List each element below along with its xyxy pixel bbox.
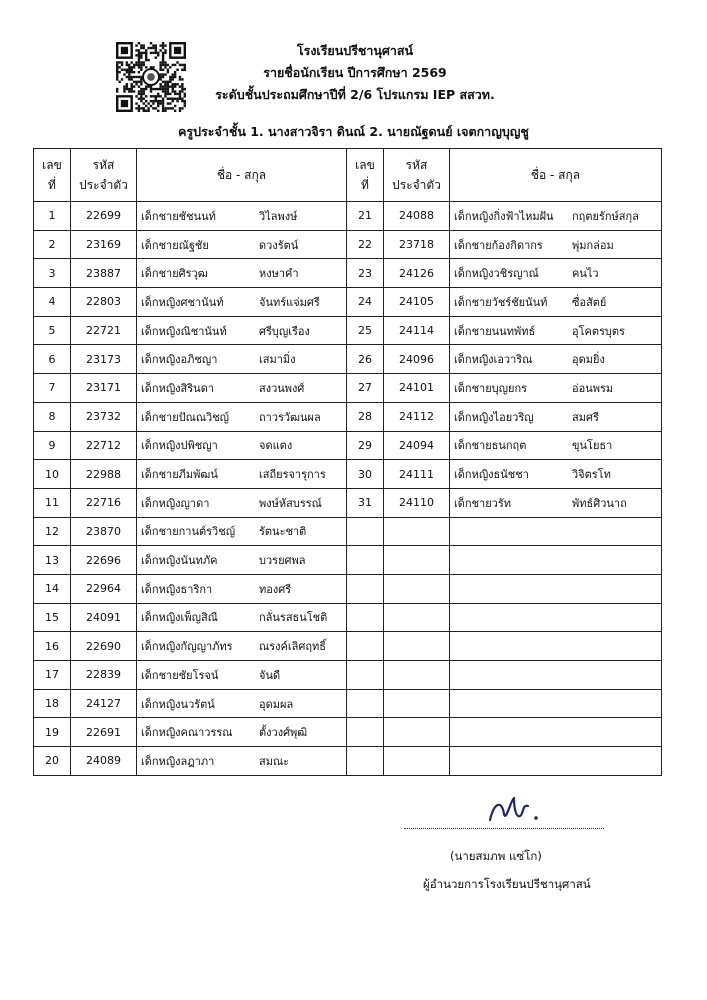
header-student-id: รหัส ประจำตัว [71, 149, 137, 202]
student-number: 31 [347, 488, 384, 517]
student-surname: อุดมผล [259, 697, 294, 711]
student-surname: จันดี [259, 668, 281, 682]
student-full-name [450, 288, 662, 317]
student-surname: อุโคตรบุตร [572, 324, 625, 338]
student-full-name [137, 259, 347, 288]
student-number: 19 [34, 718, 71, 747]
student-number: 13 [34, 546, 71, 575]
table-body [34, 202, 662, 776]
student-full-name [137, 574, 347, 603]
student-full-name [137, 230, 347, 259]
student-surname: หงษาคำ [259, 267, 299, 281]
student-id: 23718 [384, 230, 450, 259]
student-surname: วิไลพงษ์ [259, 209, 298, 223]
student-first-name: เด็กชายชัชนนท์ [141, 209, 216, 223]
student-surname: รัตนะชาติ [259, 525, 307, 539]
student-id [384, 661, 450, 690]
student-first-name: เด็กหญิงศชานันท์ [141, 295, 224, 309]
table-row [34, 402, 662, 431]
header-full-name: ชื่อ - สกุล [137, 149, 347, 202]
student-number: 22 [347, 230, 384, 259]
student-id: 24088 [384, 202, 450, 231]
student-id: 24105 [384, 288, 450, 317]
student-id: 23870 [71, 517, 137, 546]
class-level: ระดับชั้นประถมศึกษาปีที่ 2/6 โปรแกรม IEP สสวท. [215, 87, 495, 102]
student-surname: ณรงค์เลิศฤทธิ์ [259, 640, 326, 654]
student-id: 22690 [71, 632, 137, 661]
student-id: 22988 [71, 460, 137, 489]
student-first-name: เด็กหญิงธนัชชา [454, 468, 529, 482]
student-number: 27 [347, 374, 384, 403]
student-surname: สงวนพงศ์ [259, 381, 305, 395]
student-number [347, 632, 384, 661]
student-number: 21 [347, 202, 384, 231]
student-id: 24114 [384, 316, 450, 345]
student-surname: พุ่มกล่อม [572, 238, 614, 252]
student-first-name: เด็กหญิงไอยวริญ [454, 410, 534, 424]
student-first-name: เด็กชายวรัท [454, 496, 511, 510]
student-surname: กลั่นรสธนโชติ [259, 611, 328, 625]
student-full-name [137, 603, 347, 632]
student-first-name: เด็กหญิงคณาวรรณ [141, 726, 233, 740]
student-id: 24111 [384, 460, 450, 489]
student-surname: พัทธ์ศิวนาถ [572, 496, 627, 510]
student-number: 12 [34, 517, 71, 546]
student-id: 22964 [71, 574, 137, 603]
student-number [347, 546, 384, 575]
student-first-name: เด็กหญิงอภิชญา [141, 353, 218, 367]
student-number: 25 [347, 316, 384, 345]
student-id: 22696 [71, 546, 137, 575]
student-number [347, 574, 384, 603]
student-number: 10 [34, 460, 71, 489]
student-surname: อุดมยิ่ง [572, 353, 605, 367]
student-first-name: เด็กชายนนทพัทธ์ [454, 324, 536, 338]
signature-line [404, 828, 604, 829]
student-number [347, 718, 384, 747]
student-id: 24112 [384, 402, 450, 431]
student-id: 23169 [71, 230, 137, 259]
student-id: 24110 [384, 488, 450, 517]
table-row [34, 546, 662, 575]
student-full-name [450, 316, 662, 345]
student-full-name [137, 517, 347, 546]
student-first-name: เด็กหญิงลฎาภา [141, 754, 215, 768]
student-id [384, 574, 450, 603]
table-row [34, 202, 662, 231]
student-full-name [137, 202, 347, 231]
student-id: 23171 [71, 374, 137, 403]
student-full-name [450, 202, 662, 231]
director-name: (นายสมภพ แซ่โก) [450, 849, 542, 863]
student-id [384, 546, 450, 575]
student-full-name [137, 488, 347, 517]
student-id: 22803 [71, 288, 137, 317]
student-full-name [137, 402, 347, 431]
student-number: 2 [34, 230, 71, 259]
student-id: 22721 [71, 316, 137, 345]
table-row [34, 288, 662, 317]
student-full-name [137, 316, 347, 345]
table-row [34, 345, 662, 374]
student-first-name: เด็กชายชัยโรจน์ [141, 668, 219, 682]
student-full-name [450, 661, 662, 690]
student-number [347, 747, 384, 776]
student-full-name [450, 259, 662, 288]
student-surname: สมณะ [259, 754, 290, 768]
student-surname: บวรยศพล [259, 554, 306, 568]
student-full-name [450, 574, 662, 603]
student-first-name: เด็กชายวัชร์ชัยนันท์ [454, 295, 548, 309]
student-id: 23732 [71, 402, 137, 431]
student-surname: ซื่อสัตย์ [572, 295, 607, 309]
student-number: 18 [34, 689, 71, 718]
student-number [347, 661, 384, 690]
student-id: 22716 [71, 488, 137, 517]
student-id: 22839 [71, 661, 137, 690]
student-id [384, 747, 450, 776]
table-row [34, 488, 662, 517]
student-first-name: เด็กหญิงเอวาริณ [454, 353, 533, 367]
student-first-name: เด็กหญิงนวรัตน์ [141, 697, 215, 711]
header-student-id: รหัส ประจำตัว [384, 149, 450, 202]
student-full-name [450, 517, 662, 546]
student-id: 24126 [384, 259, 450, 288]
student-full-name [137, 689, 347, 718]
student-number: 3 [34, 259, 71, 288]
student-surname: ตั้งวงศ์พุฒิ [259, 726, 308, 740]
student-full-name [450, 460, 662, 489]
header-number: เลข ที่ [34, 149, 71, 202]
student-number: 23 [347, 259, 384, 288]
student-full-name [137, 747, 347, 776]
student-id: 22699 [71, 202, 137, 231]
student-id: 22712 [71, 431, 137, 460]
homeroom-teachers: ครูประจำชั้น 1. นางสาวจิรา ดินณ์ 2. นายณัฐดนย์ เจตกาญบุญชู [178, 124, 529, 139]
student-number [347, 603, 384, 632]
student-surname: พงษ์หัสบรรณ์ [259, 496, 322, 510]
student-number: 5 [34, 316, 71, 345]
student-number: 30 [347, 460, 384, 489]
student-number: 17 [34, 661, 71, 690]
student-surname: วิจิตรโท [572, 468, 611, 482]
student-full-name [450, 603, 662, 632]
student-number: 29 [347, 431, 384, 460]
student-number: 8 [34, 402, 71, 431]
student-full-name [137, 718, 347, 747]
student-surname: ขุนโยธา [572, 439, 613, 453]
student-surname: เสมามิ่ง [259, 353, 296, 367]
student-surname: ดวงรัตน์ [259, 238, 299, 252]
student-full-name [450, 689, 662, 718]
student-roster-table [33, 148, 662, 776]
student-full-name [137, 288, 347, 317]
table-row [34, 689, 662, 718]
student-full-name [137, 632, 347, 661]
student-number: 16 [34, 632, 71, 661]
student-number: 24 [347, 288, 384, 317]
student-full-name [450, 488, 662, 517]
student-first-name: เด็กหญิงณิชานันท์ [141, 324, 227, 338]
student-surname: สมศรี [572, 410, 599, 424]
student-surname: ถาวรวัฒนผล [259, 410, 321, 424]
student-full-name [450, 632, 662, 661]
student-full-name [137, 374, 347, 403]
student-first-name: เด็กหญิงนันทภัค [141, 554, 218, 568]
student-full-name [450, 718, 662, 747]
student-first-name: เด็กหญิงกัญญาภัทร [141, 640, 233, 654]
student-first-name: เด็กชายภีมพัฒน์ [141, 468, 218, 482]
table-row [34, 374, 662, 403]
student-number: 7 [34, 374, 71, 403]
student-number: 6 [34, 345, 71, 374]
table-row [34, 747, 662, 776]
student-id: 24091 [71, 603, 137, 632]
student-full-name [450, 747, 662, 776]
handwritten-signature [484, 792, 544, 826]
student-id: 23887 [71, 259, 137, 288]
student-surname: อ่อนพรม [572, 381, 614, 395]
student-number: 9 [34, 431, 71, 460]
student-id: 23173 [71, 345, 137, 374]
student-first-name: เด็กชายบุญยกร [454, 381, 528, 395]
student-full-name [450, 431, 662, 460]
table-row [34, 431, 662, 460]
table-header-row [34, 149, 662, 202]
student-first-name: เด็กชายณัฐชัย [141, 238, 209, 252]
student-full-name [450, 230, 662, 259]
table-row [34, 517, 662, 546]
student-id [384, 603, 450, 632]
student-surname: ทองศรี [259, 582, 292, 596]
student-number [347, 689, 384, 718]
student-number: 4 [34, 288, 71, 317]
student-first-name: เด็กชายปัณณวิชญ์ [141, 410, 230, 424]
student-surname: จดแตง [259, 439, 293, 453]
student-id: 24101 [384, 374, 450, 403]
student-id: 24127 [71, 689, 137, 718]
list-title: รายชื่อนักเรียน ปีการศึกษา 2569 [263, 65, 447, 80]
student-full-name [137, 431, 347, 460]
qr-code-icon [116, 42, 186, 112]
student-first-name: เด็กชายศิรวุฒ [141, 267, 208, 281]
student-full-name [137, 460, 347, 489]
student-id: 24094 [384, 431, 450, 460]
director-position: ผู้อำนวยการโรงเรียนปรีชานุศาสน์ [423, 877, 591, 891]
header-number: เลข ที่ [347, 149, 384, 202]
student-full-name [450, 345, 662, 374]
student-full-name [137, 546, 347, 575]
student-first-name: เด็กหญิงธาริกา [141, 582, 213, 596]
table-row [34, 661, 662, 690]
student-id: 22691 [71, 718, 137, 747]
student-first-name: เด็กหญิงเพ็ญสิณี [141, 611, 218, 625]
student-id [384, 517, 450, 546]
student-surname: เสถียรจารุการ [259, 468, 326, 482]
student-first-name: เด็กหญิงวชิรญาณ์ [454, 267, 539, 281]
student-number [347, 517, 384, 546]
student-number: 11 [34, 488, 71, 517]
header-full-name: ชื่อ - สกุล [450, 149, 662, 202]
student-number: 20 [34, 747, 71, 776]
student-surname: คนไว [572, 267, 599, 281]
table-row [34, 460, 662, 489]
student-surname: จันทร์แจ่มศรี [259, 295, 320, 309]
student-number: 15 [34, 603, 71, 632]
student-full-name [450, 402, 662, 431]
table-row [34, 259, 662, 288]
student-full-name [137, 661, 347, 690]
student-first-name: เด็กชายก้องกิดากร [454, 238, 543, 252]
student-first-name: เด็กชายกานต์รวิชญ์ [141, 525, 236, 539]
student-surname: กฤตยรักษ์สกุล [572, 209, 639, 223]
table-row [34, 316, 662, 345]
student-id [384, 632, 450, 661]
student-first-name: เด็กหญิงปพิชญา [141, 439, 218, 453]
document-header [200, 40, 510, 106]
student-full-name [137, 345, 347, 374]
table-row [34, 230, 662, 259]
student-id: 24096 [384, 345, 450, 374]
table-row [34, 603, 662, 632]
student-full-name [450, 374, 662, 403]
student-number: 26 [347, 345, 384, 374]
student-id [384, 689, 450, 718]
student-surname: ศรีบุญเรือง [259, 324, 310, 338]
student-id: 24089 [71, 747, 137, 776]
student-number: 28 [347, 402, 384, 431]
student-id [384, 718, 450, 747]
school-name: โรงเรียนปรีชานุศาสน์ [296, 43, 414, 58]
table-row [34, 718, 662, 747]
table-row [34, 632, 662, 661]
student-first-name: เด็กหญิงสิรินดา [141, 381, 215, 395]
student-number: 1 [34, 202, 71, 231]
student-full-name [450, 546, 662, 575]
student-first-name: เด็กหญิงกิ่งฟ้าไหมฝัน [454, 209, 554, 223]
table-row [34, 574, 662, 603]
student-first-name: เด็กหญิงญาดา [141, 496, 210, 510]
student-first-name: เด็กชายธนกฤต [454, 439, 527, 453]
student-number: 14 [34, 574, 71, 603]
